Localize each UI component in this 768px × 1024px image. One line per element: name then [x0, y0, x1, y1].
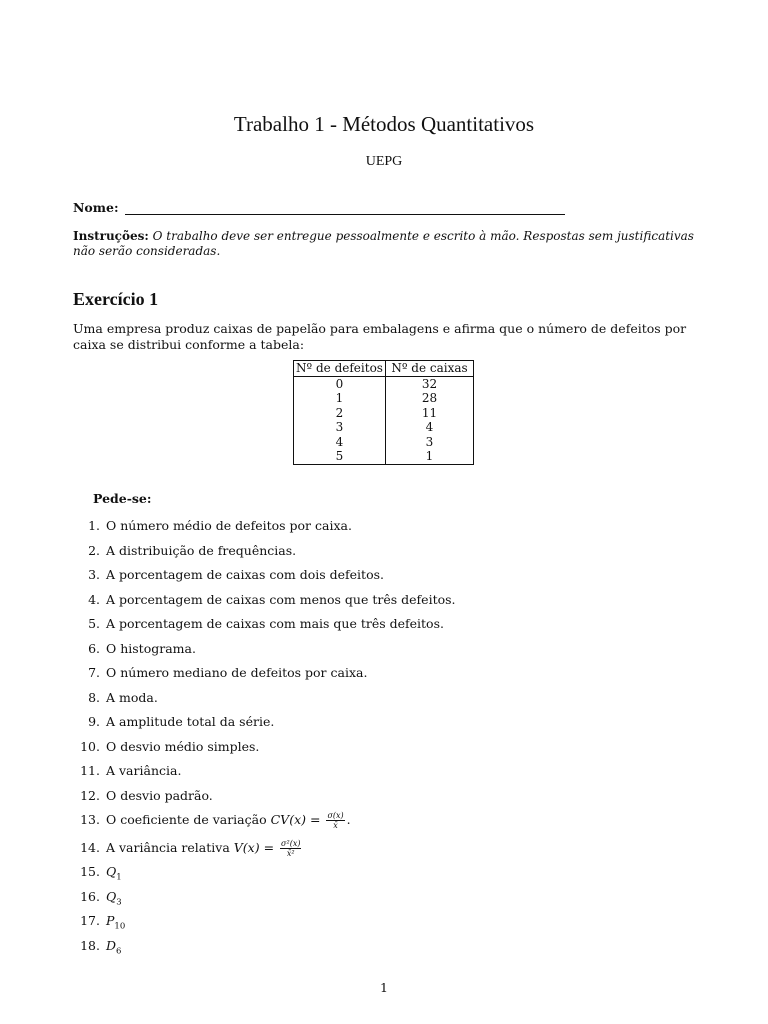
item-number: 6. — [88, 640, 100, 656]
fraction-denominator: x̄ — [333, 821, 338, 830]
item-number: 9. — [88, 714, 100, 729]
list-item — [73, 787, 213, 805]
list-item — [73, 912, 125, 930]
fraction — [326, 811, 344, 830]
table-cell-defects: 1 — [294, 391, 386, 406]
item-number: 5. — [88, 616, 100, 631]
item-text: A porcentagem de caixas com mais que três defeitos. — [106, 616, 444, 631]
quantile-subscript: 6 — [116, 946, 122, 956]
defects-table — [293, 360, 474, 465]
quantile-subscript: 1 — [116, 872, 122, 883]
table-header-boxes: Nº de caixas — [386, 361, 474, 377]
list-item — [73, 689, 158, 707]
item-number: 1. — [88, 518, 100, 533]
list-item — [73, 664, 367, 682]
table-cell-boxes: 1 — [386, 449, 474, 464]
instructions-label: Instruções: — [73, 229, 149, 243]
item-text: O desvio padrão. — [106, 787, 213, 803]
table-cell-defects: 0 — [294, 376, 386, 391]
document-subtitle: UEPG — [365, 154, 403, 169]
item-number: 14. — [80, 840, 100, 855]
quantile-symbol: P — [106, 913, 115, 928]
fraction-numerator: σ²(x) — [281, 839, 301, 848]
list-item — [73, 762, 181, 780]
name-label: Nome: — [73, 200, 119, 215]
table-cell-defects: 5 — [294, 449, 386, 464]
page-number: 1 — [380, 980, 388, 995]
quantile-symbol: Q — [106, 864, 117, 879]
item-text: O coeficiente de variação — [106, 812, 267, 827]
item-number: 12. — [80, 787, 100, 803]
list-item — [73, 566, 384, 584]
quantile-symbol: Q — [106, 888, 117, 904]
list-item — [73, 839, 303, 857]
item-text: O desvio médio simples. — [106, 738, 260, 754]
item-number: 3. — [88, 567, 100, 582]
item-number: 8. — [88, 689, 100, 705]
list-item — [73, 615, 444, 633]
exercise-intro: Uma empresa produz caixas de papelão para embalagens e afirma que o número de defeitos por caixa se distribui conforme a tabela: — [73, 321, 687, 352]
quantile-subscript: 3 — [116, 897, 122, 907]
list-item — [73, 738, 259, 756]
table-header-defects: Nº de defeitos — [294, 361, 386, 377]
table-cell-boxes: 32 — [386, 376, 474, 391]
instructions-text: O trabalho deve ser entregue pessoalmente e escrito à mão. Respostas sem justificativas não serão consideradas. — [73, 229, 694, 258]
item-text: A amplitude total da série. — [106, 714, 275, 729]
quantile-symbol: D — [106, 937, 117, 953]
list-item — [73, 888, 122, 906]
item-number: 10. — [80, 738, 100, 754]
item-number: 15. — [80, 864, 100, 879]
document-title: Trabalho 1 - Métodos Quantitativos — [233, 112, 535, 136]
list-item — [73, 863, 122, 881]
name-line — [125, 202, 565, 215]
item-number: 17. — [80, 913, 100, 928]
table-row — [294, 449, 474, 464]
exercise-heading: Exercício 1 — [73, 289, 159, 309]
item-text: A moda. — [106, 689, 158, 705]
formula-suffix: . — [346, 812, 351, 827]
quantile-subscript: 10 — [114, 921, 126, 932]
item-number: 16. — [80, 888, 100, 904]
item-number: 13. — [80, 812, 100, 827]
table-row — [294, 420, 474, 435]
table-row — [294, 406, 474, 421]
table-cell-boxes: 4 — [386, 420, 474, 435]
formula-lhs: CV(x) = — [270, 812, 321, 827]
fraction-numerator: σ(x) — [327, 811, 344, 820]
name-row — [73, 200, 565, 215]
table-cell-defects: 2 — [294, 406, 386, 421]
fraction — [280, 839, 301, 858]
item-number: 18. — [80, 937, 100, 953]
list-item — [73, 811, 351, 829]
list-item — [73, 542, 296, 560]
item-text: A variância. — [106, 763, 182, 778]
item-text: A porcentagem de caixas com dois defeitos. — [106, 567, 384, 582]
table-header-row — [294, 361, 474, 377]
table-cell-defects: 3 — [294, 420, 386, 435]
item-text: O número médio de defeitos por caixa. — [106, 518, 352, 533]
list-item — [73, 713, 274, 731]
table-cell-defects: 4 — [294, 435, 386, 450]
list-item — [73, 937, 121, 955]
item-text: O número mediano de defeitos por caixa. — [106, 665, 368, 680]
item-text: A porcentagem de caixas com menos que três defeitos. — [106, 591, 456, 607]
formula-lhs: V(x) = — [233, 840, 275, 855]
item-number: 4. — [88, 591, 100, 607]
item-text: O histograma. — [106, 640, 196, 656]
table-cell-boxes: 11 — [386, 406, 474, 421]
table-row — [294, 376, 474, 391]
list-item — [73, 640, 196, 658]
instructions — [73, 229, 695, 259]
list-item — [73, 517, 352, 535]
table-cell-boxes: 3 — [386, 435, 474, 450]
item-number: 2. — [88, 542, 100, 558]
item-text: A distribuição de frequências. — [106, 542, 297, 558]
table-cell-boxes: 28 — [386, 391, 474, 406]
table-row — [294, 391, 474, 406]
list-item — [73, 591, 456, 609]
item-number: 11. — [80, 763, 100, 778]
item-text: A variância relativa — [106, 840, 230, 855]
pede-se-label: Pede-se: — [93, 491, 152, 506]
item-number: 7. — [88, 665, 100, 680]
table-row — [294, 435, 474, 450]
fraction-denominator: x̄² — [286, 849, 295, 858]
